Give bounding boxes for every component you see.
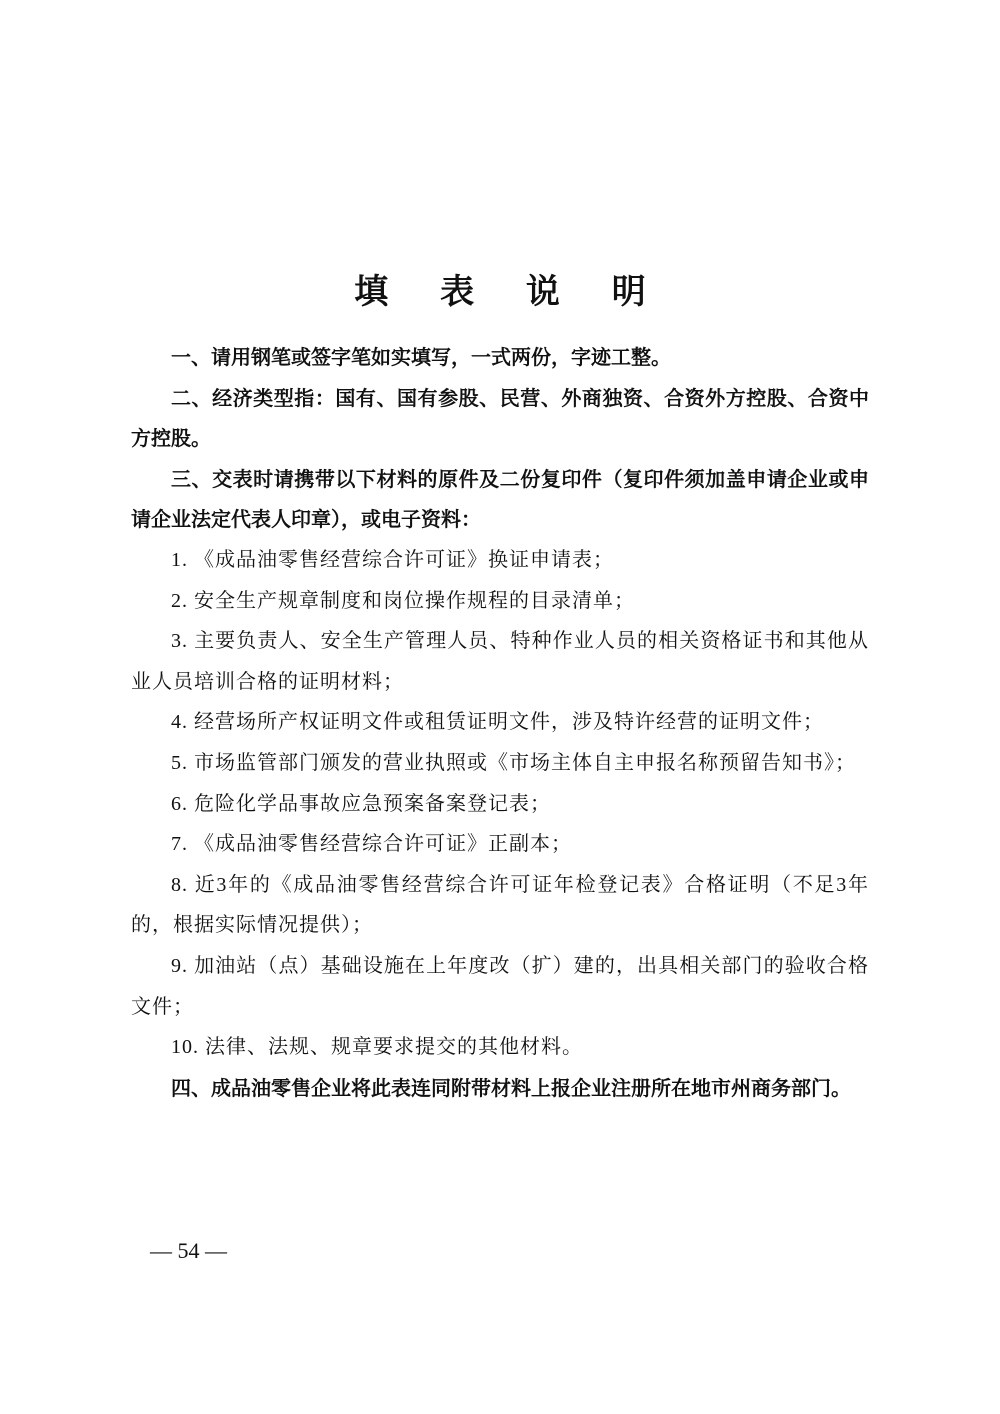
section-1: 一、请用钢笔或签字笔如实填写，一式两份，字迹工整。 <box>171 345 671 369</box>
list-item: 3. 主要负责人、安全生产管理人员、特种作业人员的相关资格证书和其他从业人员培训合格的证明材料； <box>131 630 869 693</box>
list-item: 2. 安全生产规章制度和岗位操作规程的目录清单； <box>171 589 635 612</box>
list-item: 9. 加油站（点）基础设施在上年度改（扩）建的，出具相关部门的验收合格文件； <box>131 954 869 1018</box>
list-item: 1. 《成品油零售经营综合许可证》换证申请表； <box>171 548 614 571</box>
page-number: — 54 — <box>150 1238 227 1263</box>
list-item: 10. 法律、法规、规章要求提交的其他材料。 <box>171 1036 583 1059</box>
list-item: 5. 市场监管部门颁发的营业执照或《市场主体自主申报名称预留告知书》； <box>171 751 856 774</box>
list-item: 6. 危险化学品事故应急预案备案登记表； <box>171 792 551 815</box>
page-title: 填 表 说 明 <box>354 272 666 312</box>
list-item: 4. 经营场所产权证明文件或租赁证明文件，涉及特许经营的证明文件； <box>171 711 824 734</box>
list-item: 7. 《成品油零售经营综合许可证》正副本； <box>171 833 572 856</box>
section-4: 四、成品油零售企业将此表连同附带材料上报企业注册所在地市州商务部门。 <box>171 1075 851 1100</box>
section-3: 三、交表时请携带以下材料的原件及二份复印件（复印件须加盖申请企业或申请企业法定代表人印章），或电子资料： <box>131 466 869 532</box>
section-2: 二、经济类型指：国有、国有参股、民营、外商独资、合资外方控股、合资中方控股。 <box>131 385 869 451</box>
instructions-body <box>131 337 869 1108</box>
list-item: 8. 近3年的《成品油零售经营综合许可证年检登记表》合格证明（不足3年的，根据实际情况提供）； <box>131 873 869 937</box>
